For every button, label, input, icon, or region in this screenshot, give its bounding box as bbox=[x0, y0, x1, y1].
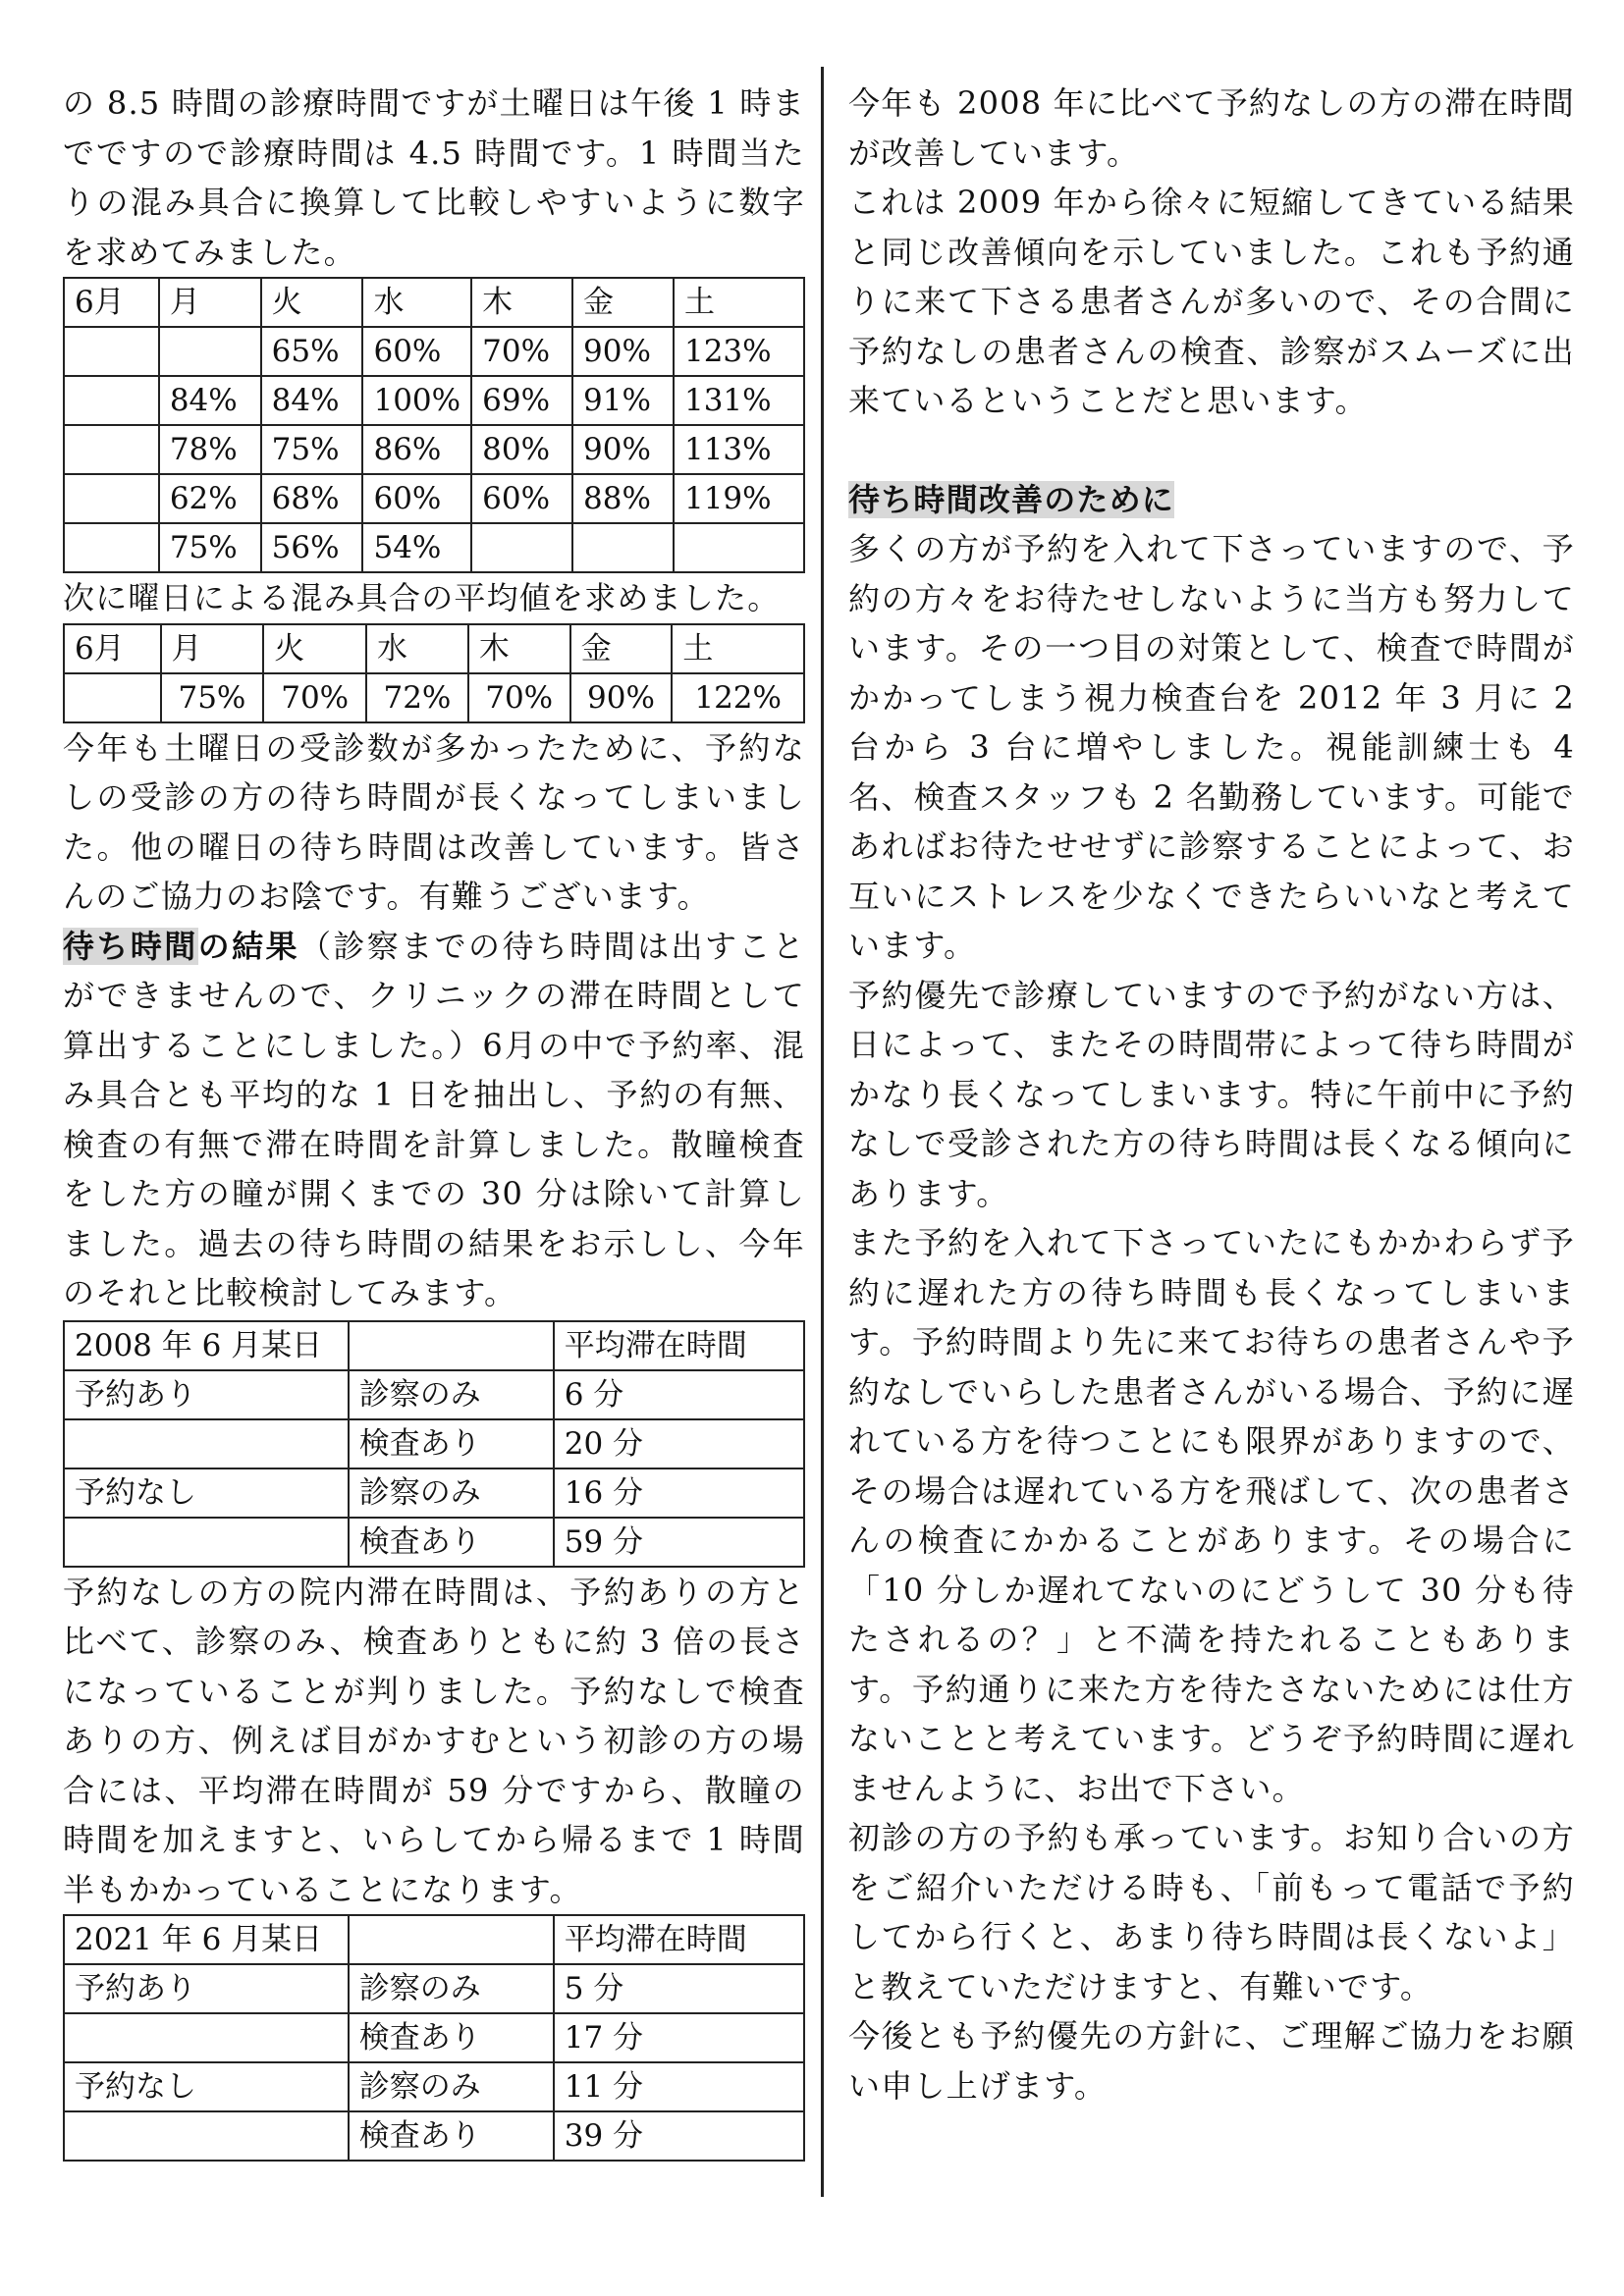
header-cell: 月 bbox=[159, 278, 261, 327]
table-row bbox=[64, 1915, 804, 1964]
table-cell: 68% bbox=[261, 474, 363, 523]
table-cell: 69% bbox=[471, 376, 572, 425]
table-row bbox=[64, 376, 804, 425]
average-caption: 次に曜日による混み具合の平均値を求めました。 bbox=[63, 579, 781, 616]
header-cell: 月 bbox=[161, 624, 264, 673]
table-cell: 6 分 bbox=[554, 1370, 804, 1419]
table-cell: 56% bbox=[261, 523, 363, 572]
measures-paragraph: 多くの方が予約を入れて下さっていますので、予約の方々をお待たせしないように当方も努力しています。その一つ目の対策として、検査で時間がかかってしまう視力検査台を 2012 年 3 月に 2 台から 3 台に増やしました。視能訓練士も 4 名、検査スタッフも 2 名勤務しています。可能であればお待たせせずに診察することによって、お互いにストレスを少なくできたらいいなと考えています。 bbox=[848, 530, 1587, 964]
header-cell: 水 bbox=[366, 624, 468, 673]
table-cell: 検査あり bbox=[349, 1419, 554, 1468]
table-cell: 60% bbox=[362, 474, 471, 523]
table-cell: 86% bbox=[362, 425, 471, 474]
header-cell: 木 bbox=[471, 278, 572, 327]
late-arrival-paragraph: また予約を入れて下さっていたにもかかわらず予約に遅れた方の待ち時間も長くなってしまいます。予約時間より先に来てお待ちの患者さんや予約なしでいらした患者さんがいる場合、予約に遅れている方を待つことにも限界がありますので、その場合は遅れている方を飛ばして、次の患者さんの検査にかかることがあります。その場合に「10 分しか遅れてないのにどうして 30 分も待たされるの？」と不満を持たれることもあります。予約通りに来た方を待たさないためには仕方ないことと考えています。どうぞ予約時間に遅れませんように、お出で下さい。 bbox=[848, 1224, 1575, 1807]
table-row bbox=[64, 523, 804, 572]
header-cell: 土 bbox=[674, 278, 804, 327]
table-cell bbox=[64, 1518, 349, 1567]
table-cell: 88% bbox=[572, 474, 674, 523]
table-cell bbox=[674, 523, 804, 572]
table-row bbox=[64, 2062, 804, 2111]
table-cell: 131% bbox=[674, 376, 804, 425]
table-cell bbox=[64, 1419, 349, 1468]
table-2021-col-label: 平均滞在時間 bbox=[554, 1915, 804, 1964]
table-cell: 70% bbox=[468, 673, 570, 722]
table-cell: 65% bbox=[261, 327, 363, 376]
table-cell: 75% bbox=[159, 523, 261, 572]
table-cell: 予約なし bbox=[64, 1468, 349, 1518]
table-cell: 39 分 bbox=[554, 2111, 804, 2161]
average-header-row bbox=[64, 624, 804, 673]
table-cell bbox=[64, 673, 161, 722]
table-cell: 診察のみ bbox=[349, 1370, 554, 1419]
table-cell: 診察のみ bbox=[349, 1964, 554, 2013]
header-cell: 土 bbox=[672, 624, 804, 673]
table-cell: 75% bbox=[161, 673, 264, 722]
table-cell: 20 分 bbox=[554, 1419, 804, 1468]
table-row bbox=[64, 1964, 804, 2013]
wait-result-paragraph bbox=[63, 922, 805, 1318]
table-cell: 診察のみ bbox=[349, 2062, 554, 2111]
table-cell: 予約あり bbox=[64, 1964, 349, 2013]
table-cell: 72% bbox=[366, 673, 468, 722]
right-column bbox=[848, 0, 1587, 2110]
table-cell: 診察のみ bbox=[349, 1468, 554, 1518]
table-2008 bbox=[63, 1320, 805, 1568]
improvement-paragraph: 今年も 2008 年に比べて予約なしの方の滞在時間が改善しています。 bbox=[848, 84, 1575, 172]
left-column bbox=[63, 0, 805, 2162]
table-cell bbox=[64, 2111, 349, 2161]
table-cell bbox=[64, 474, 159, 523]
header-cell: 金 bbox=[570, 624, 673, 673]
header-cell: 火 bbox=[263, 624, 366, 673]
wait-heading-highlight: 待ち時間 bbox=[63, 927, 198, 965]
table-cell: 11 分 bbox=[554, 2062, 804, 2111]
table-cell: 60% bbox=[362, 327, 471, 376]
table-cell: 75% bbox=[261, 425, 363, 474]
table-cell: 予約あり bbox=[64, 1370, 349, 1419]
table-2021 bbox=[63, 1914, 805, 2162]
table-2008-col-label: 平均滞在時間 bbox=[554, 1321, 804, 1370]
section-gap bbox=[848, 426, 1575, 475]
table-cell bbox=[64, 425, 159, 474]
header-cell: 水 bbox=[362, 278, 471, 327]
header-cell: 6月 bbox=[64, 278, 159, 327]
header-cell: 火 bbox=[261, 278, 363, 327]
congestion-table bbox=[63, 277, 805, 573]
table-2021-date: 2021 年 6 月某日 bbox=[64, 1915, 349, 1964]
table-cell: 検査あり bbox=[349, 2111, 554, 2161]
table-cell: 90% bbox=[572, 425, 674, 474]
table-cell bbox=[349, 1321, 554, 1370]
table-2008-date: 2008 年 6 月某日 bbox=[64, 1321, 349, 1370]
table-row bbox=[64, 1468, 804, 1518]
table-cell: 78% bbox=[159, 425, 261, 474]
table-cell bbox=[471, 523, 572, 572]
table-cell bbox=[64, 327, 159, 376]
table-cell: 62% bbox=[159, 474, 261, 523]
table-cell: 16 分 bbox=[554, 1468, 804, 1518]
table-cell bbox=[64, 2013, 349, 2062]
table-cell: 84% bbox=[159, 376, 261, 425]
closing-paragraph: 今後とも予約優先の方針に、ご理解ご協力をお願い申し上げます。 bbox=[848, 2017, 1575, 2105]
header-cell: 木 bbox=[468, 624, 570, 673]
first-visit-paragraph: 初診の方の予約も承っています。お知り合いの方をご紹介いただける時も、「前もって電話で予約してから行くと、あまり待ち時間は長くないよ」と教えていただけますと、有難いです。 bbox=[848, 1819, 1575, 2005]
improvement-heading bbox=[848, 475, 1575, 525]
wait-heading-rest: の結果 bbox=[197, 927, 299, 965]
table-row bbox=[64, 1419, 804, 1468]
table-row bbox=[64, 425, 804, 474]
comparison-paragraph: 予約なしの方の院内滞在時間は、予約ありの方と比べて、診察のみ、検査ありともに約 3 倍の長さになっていることが判りました。予約なしで検査ありの方、例えば目がかすむという初診の方の場合には、平均滞在時間が 59 分ですから、散瞳の時間を加えますと、いらしてから帰るまで 1 時間半もかかっていることになります。 bbox=[63, 1573, 805, 1908]
table-cell bbox=[64, 376, 159, 425]
table-cell bbox=[64, 523, 159, 572]
table-cell: 123% bbox=[674, 327, 804, 376]
congestion-header-row bbox=[64, 278, 804, 327]
trend-paragraph: これは 2009 年から徐々に短縮してきている結果と同じ改善傾向を示していました。これも予約通りに来て下さる患者さんが多いので、その合間に予約なしの患者さんの検査、診察がスムーズに出来ているということだと思います。 bbox=[848, 184, 1575, 419]
column-divider bbox=[821, 67, 824, 2197]
header-cell: 6月 bbox=[64, 624, 161, 673]
table-cell: 90% bbox=[572, 327, 674, 376]
table-cell: 60% bbox=[471, 474, 572, 523]
table-row bbox=[64, 2013, 804, 2062]
average-table bbox=[63, 623, 805, 723]
table-cell: 70% bbox=[471, 327, 572, 376]
table-cell: 70% bbox=[263, 673, 366, 722]
table-cell: 119% bbox=[674, 474, 804, 523]
table-cell bbox=[159, 327, 261, 376]
table-cell: 84% bbox=[261, 376, 363, 425]
table-cell: 80% bbox=[471, 425, 572, 474]
table-row bbox=[64, 673, 804, 722]
table-cell: 17 分 bbox=[554, 2013, 804, 2062]
intro-paragraph: の 8.5 時間の診療時間ですが土曜日は午後 1 時までですので診療時間は 4.5 時間です。1 時間当たりの混み具合に換算して比較しやすいように数字を求めてみました。 bbox=[63, 84, 805, 271]
table-cell: 100% bbox=[362, 376, 471, 425]
table-cell: 91% bbox=[572, 376, 674, 425]
table-cell: 59 分 bbox=[554, 1518, 804, 1567]
table-cell: 検査あり bbox=[349, 2013, 554, 2062]
table-row bbox=[64, 1370, 804, 1419]
table-cell: 90% bbox=[570, 673, 673, 722]
table-cell: 検査あり bbox=[349, 1518, 554, 1567]
saturday-paragraph: 今年も土曜日の受診数が多かったために、予約なしの受診の方の待ち時間が長くなってしまいました。他の曜日の待ち時間は改善しています。皆さんのご協力のお陰です。有難うございます。 bbox=[63, 728, 805, 915]
table-row bbox=[64, 474, 804, 523]
header-cell: 金 bbox=[572, 278, 674, 327]
table-cell: 113% bbox=[674, 425, 804, 474]
table-row bbox=[64, 1518, 804, 1567]
table-row bbox=[64, 2111, 804, 2161]
table-cell bbox=[572, 523, 674, 572]
table-cell bbox=[349, 1915, 554, 1964]
table-row bbox=[64, 1321, 804, 1370]
table-cell: 予約なし bbox=[64, 2062, 349, 2111]
table-cell: 122% bbox=[672, 673, 804, 722]
improvement-heading-text: 待ち時間改善のために bbox=[848, 480, 1175, 518]
no-reservation-paragraph: 予約優先で診療していますので予約がない方は、日によって、またその時間帯によって待ち時間がかなり長くなってしまいます。特に午前中に予約なしで受診された方の待ち時間は長くなる傾向にあります。 bbox=[848, 976, 1575, 1212]
wait-result-text: （診察までの待ち時間は出すことができませんので、クリニックの滞在時間として算出することにしました。）6月の中で予約率、混み具合とも平均的な 1 日を抽出し、予約の有無、検査の有無で滞在時間を計算しました。散瞳検査をした方の瞳が開くまでの 30 分は除いて計算しました。過去の待ち時間の結果をお示しし、今年のそれと比較検討してみます。 bbox=[63, 927, 805, 1311]
table-cell: 5 分 bbox=[554, 1964, 804, 2013]
table-row bbox=[64, 327, 804, 376]
table-cell: 54% bbox=[362, 523, 471, 572]
